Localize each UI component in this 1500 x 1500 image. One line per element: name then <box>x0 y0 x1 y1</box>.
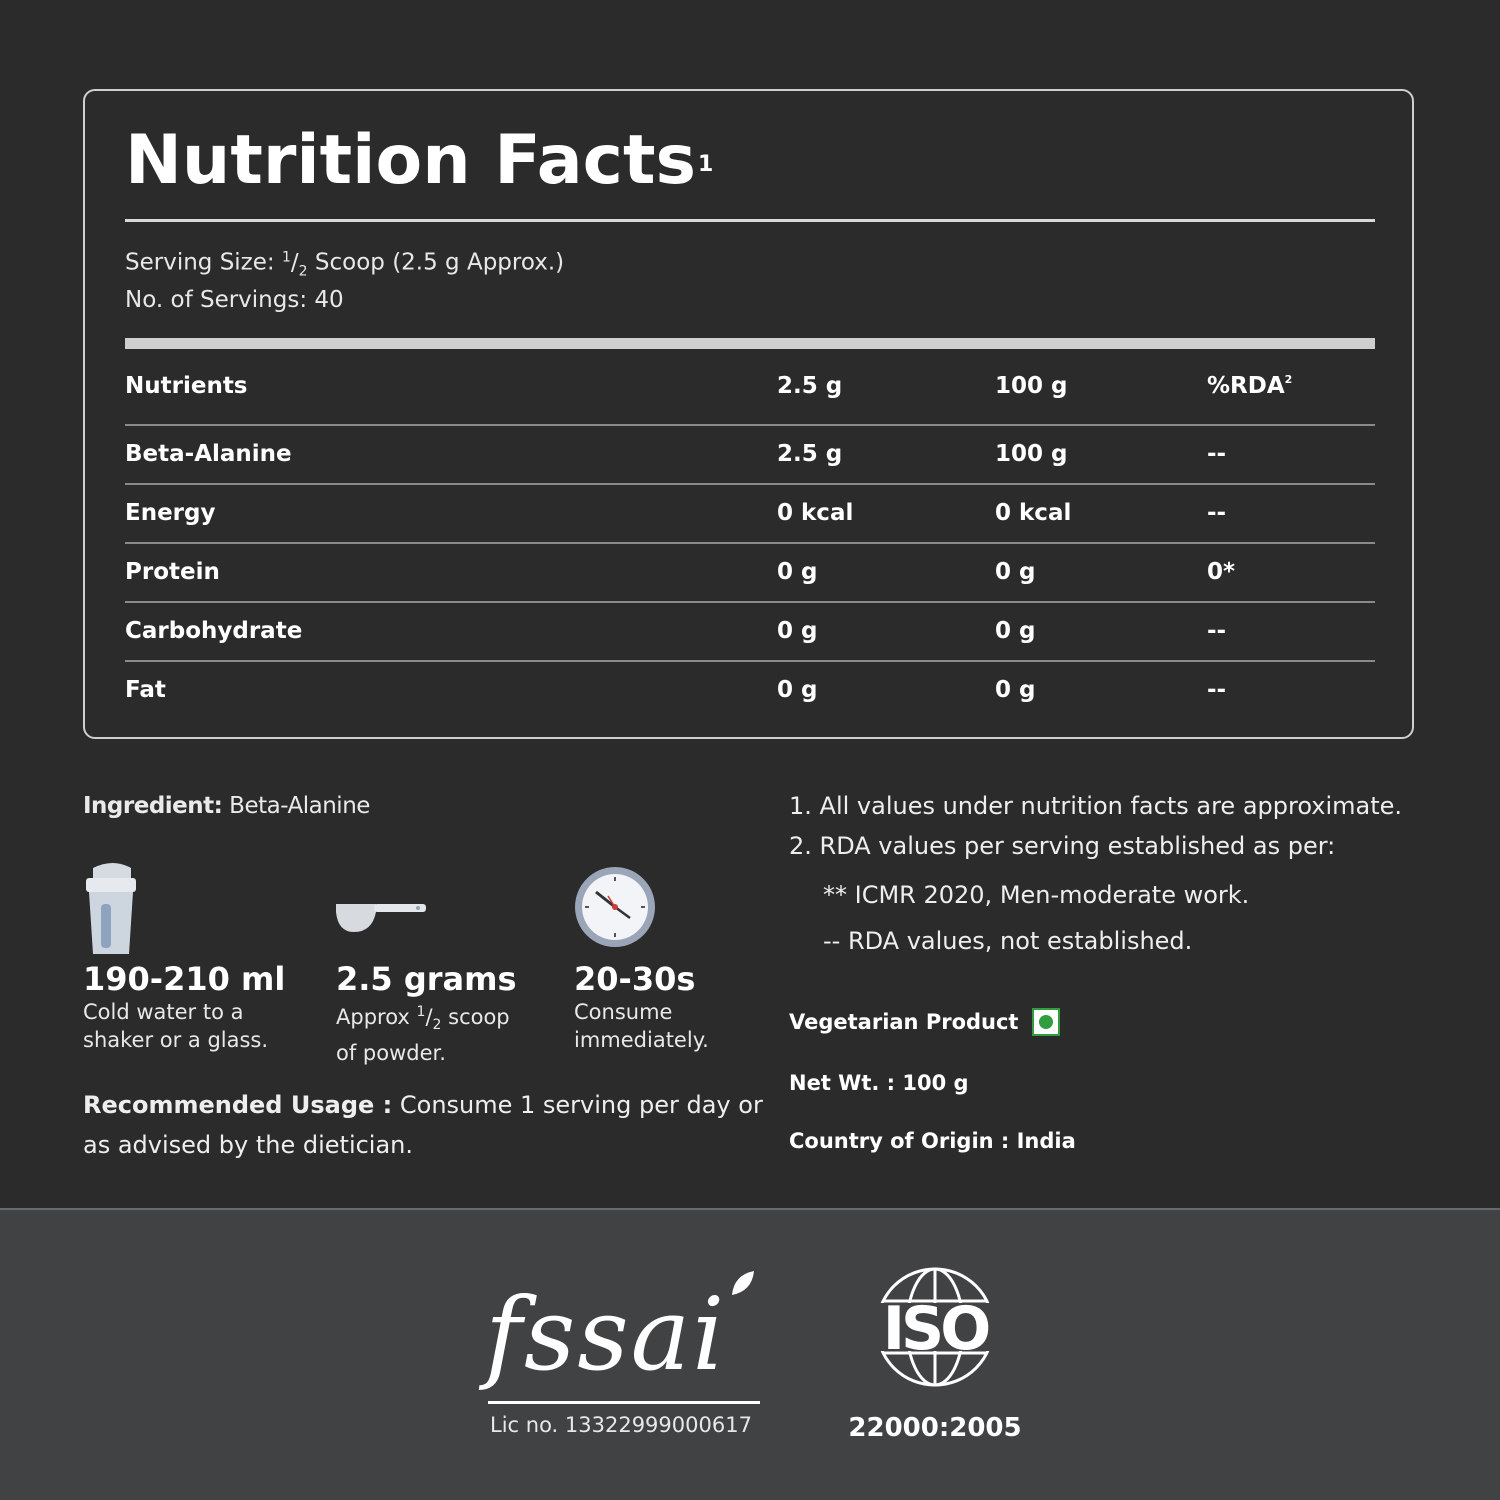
nutrition-facts-panel <box>83 89 1414 739</box>
table-header-row <box>125 351 1375 426</box>
iso-code: 22000:2005 <box>848 1413 1022 1443</box>
vegetarian-product: Vegetarian Product <box>789 1008 1060 1036</box>
nutrient-name: Protein <box>125 559 220 585</box>
recommended-usage: Recommended Usage : Consume 1 serving per day or as advised by the dietician. <box>83 1091 763 1159</box>
clock-icon <box>574 866 664 956</box>
ingredient-line: Ingredient: Beta-Alanine <box>83 793 370 819</box>
header-rda: %RDA$^2$ <box>1207 373 1293 399</box>
footnote-2: 2. RDA values per serving established as per: <box>789 832 1336 860</box>
table-row <box>125 485 1375 544</box>
iso-logo <box>845 1265 1025 1445</box>
usage-desc: Cold water to a shaker or a glass. <box>83 1000 269 1052</box>
serving-size: Serving Size: $^1/_2$ Scoop (2.5 g Approx.) <box>125 249 565 280</box>
svg-text:ISO: ISO <box>882 1294 988 1364</box>
leaf-icon <box>728 1269 758 1299</box>
country-of-origin: Country of Origin : India <box>789 1129 1076 1153</box>
per-100g-value: 0 kcal <box>995 500 1072 526</box>
shaker-icon <box>83 860 143 960</box>
table-row <box>125 662 1375 721</box>
fssai-wordmark: fssai <box>485 1276 727 1393</box>
per-serving-value: 2.5 g <box>777 441 843 467</box>
globe-icon <box>845 1265 1025 1395</box>
thick-divider <box>125 338 1375 349</box>
usage-time <box>574 860 774 1054</box>
per-serving-value: 0 g <box>777 559 818 585</box>
per-serving-value: 0 g <box>777 677 818 703</box>
nutrient-name: Energy <box>125 500 216 526</box>
per-100g-value: 100 g <box>995 441 1068 467</box>
fssai-logo <box>480 1265 770 1445</box>
table-row <box>125 603 1375 662</box>
rda-value: 0* <box>1207 559 1236 585</box>
rda-value: -- <box>1207 500 1227 526</box>
header-nutrients: Nutrients <box>125 373 248 399</box>
fssai-license: Lic no. 13322999000617 <box>490 1413 752 1437</box>
footnote-not-established: -- RDA values, not established. <box>823 927 1193 955</box>
footnotes <box>789 792 1402 964</box>
nutrient-name: Beta-Alanine <box>125 441 292 467</box>
certifications-footer <box>0 1208 1500 1500</box>
nutrition-facts-title: Nutrition Facts$^1$ <box>125 121 714 200</box>
per-100g-value: 0 g <box>995 559 1036 585</box>
footnote-icmr: ** ICMR 2020, Men-moderate work. <box>823 881 1250 909</box>
usage-water <box>83 860 285 1054</box>
rda-value: -- <box>1207 618 1227 644</box>
nutrition-table <box>125 351 1375 721</box>
veg-mark-icon <box>1032 1008 1060 1036</box>
per-100g-value: 0 g <box>995 618 1036 644</box>
usage-desc: Approx $^1/_2$ scoop of powder. <box>336 1004 510 1066</box>
rda-value: -- <box>1207 441 1227 467</box>
scoop-icon <box>336 860 436 960</box>
rda-value: -- <box>1207 677 1227 703</box>
servings-count: No. of Servings: 40 <box>125 287 344 313</box>
usage-scoop <box>336 860 536 1067</box>
table-row <box>125 544 1375 603</box>
net-weight: Net Wt. : 100 g <box>789 1071 969 1095</box>
footnote-1: 1. All values under nutrition facts are approximate. <box>789 792 1403 820</box>
nutrient-name: Fat <box>125 677 166 703</box>
per-100g-value: 0 g <box>995 677 1036 703</box>
usage-amount: 2.5 grams <box>336 960 517 998</box>
usage-amount: 20-30s <box>574 960 696 998</box>
fssai-underline <box>488 1401 760 1404</box>
nutrient-name: Carbohydrate <box>125 618 303 644</box>
usage-desc: Consume immediately. <box>574 1000 709 1052</box>
per-serving-value: 0 g <box>777 618 818 644</box>
header-per-100g: 100 g <box>995 373 1068 399</box>
table-row <box>125 426 1375 485</box>
header-per-serving: 2.5 g <box>777 373 843 399</box>
usage-amount: 190-210 ml <box>83 960 286 998</box>
title-divider <box>125 219 1375 222</box>
per-serving-value: 0 kcal <box>777 500 854 526</box>
